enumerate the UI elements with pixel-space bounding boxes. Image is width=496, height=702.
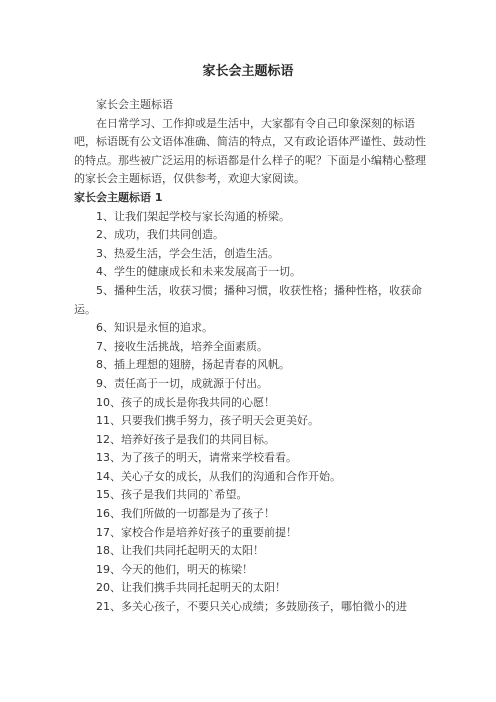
slogan-item: 17、家校合作是培养好孩子的重要前提！ [96, 525, 297, 539]
slogan-item: 5、播种生活，收获习惯；播种习惯，收获性格；播种性格，收获命运。 [74, 283, 422, 316]
slogan-item: 4、学生的健康成长和未来发展高于一切。 [96, 265, 301, 279]
document-title: 家长会主题标语 [202, 64, 294, 79]
slogan-item: 15、孩子是我们共同的`希望。 [96, 488, 248, 502]
slogan-item: 12、培养好孩子是我们的共同目标。 [96, 432, 275, 446]
slogan-item: 7、接收生活挑战，培养全面素质。 [96, 339, 268, 353]
document-body [74, 96, 426, 617]
slogan-item: 6、知识是永恒的追求。 [96, 321, 213, 335]
slogan-item: 1、让我们架起学校与家长沟通的桥梁。 [96, 209, 290, 223]
slogan-item: 8、插上理想的翅膀，扬起青春的风帆。 [96, 358, 290, 372]
section-heading: 家长会主题标语 1 [74, 190, 163, 204]
slogan-item: 10、孩子的成长是你我共同的心愿！ [96, 395, 275, 409]
slogan-item: 20、让我们携手共同托起明天的太阳！ [96, 581, 286, 595]
slogan-item: 19、今天的他们，明天的栋梁！ [96, 562, 253, 576]
slogan-item: 16、我们所做的一切都是为了孩子！ [96, 507, 275, 521]
slogan-item: 14、关心子女的成长，从我们的沟通和合作开始。 [96, 469, 341, 483]
slogan-item: 11、只要我们携手努力，孩子明天会更美好。 [96, 414, 319, 428]
slogan-item: 21、多关心孩子，不要只关心成绩；多鼓励孩子，哪怕微小的进 [96, 600, 407, 614]
slogan-item: 3、热爱生活，学会生活，创造生活。 [96, 246, 279, 260]
intro-label: 家长会主题标语 [96, 98, 173, 111]
slogan-item: 2、成功，我们共同创造。 [96, 228, 224, 242]
slogan-item: 9、责任高于一切，成就源于付出。 [96, 376, 268, 390]
intro-paragraph: 在日常学习、工作抑或是生活中，大家都有令自己印象深刻的标语吧，标语既有公文语体准确、简洁的特点，又有政论语体严谨性、鼓动性的特点。那些被广泛运用的标语都是什么样子的呢？下面是小编精心整理的家长会主题标语，仅供参考，欢迎大家阅读。 [74, 116, 426, 186]
slogan-item: 13、为了孩子的明天，请常来学校看看。 [96, 451, 297, 465]
slogan-item: 18、让我们共同托起明天的太阳！ [96, 544, 264, 558]
